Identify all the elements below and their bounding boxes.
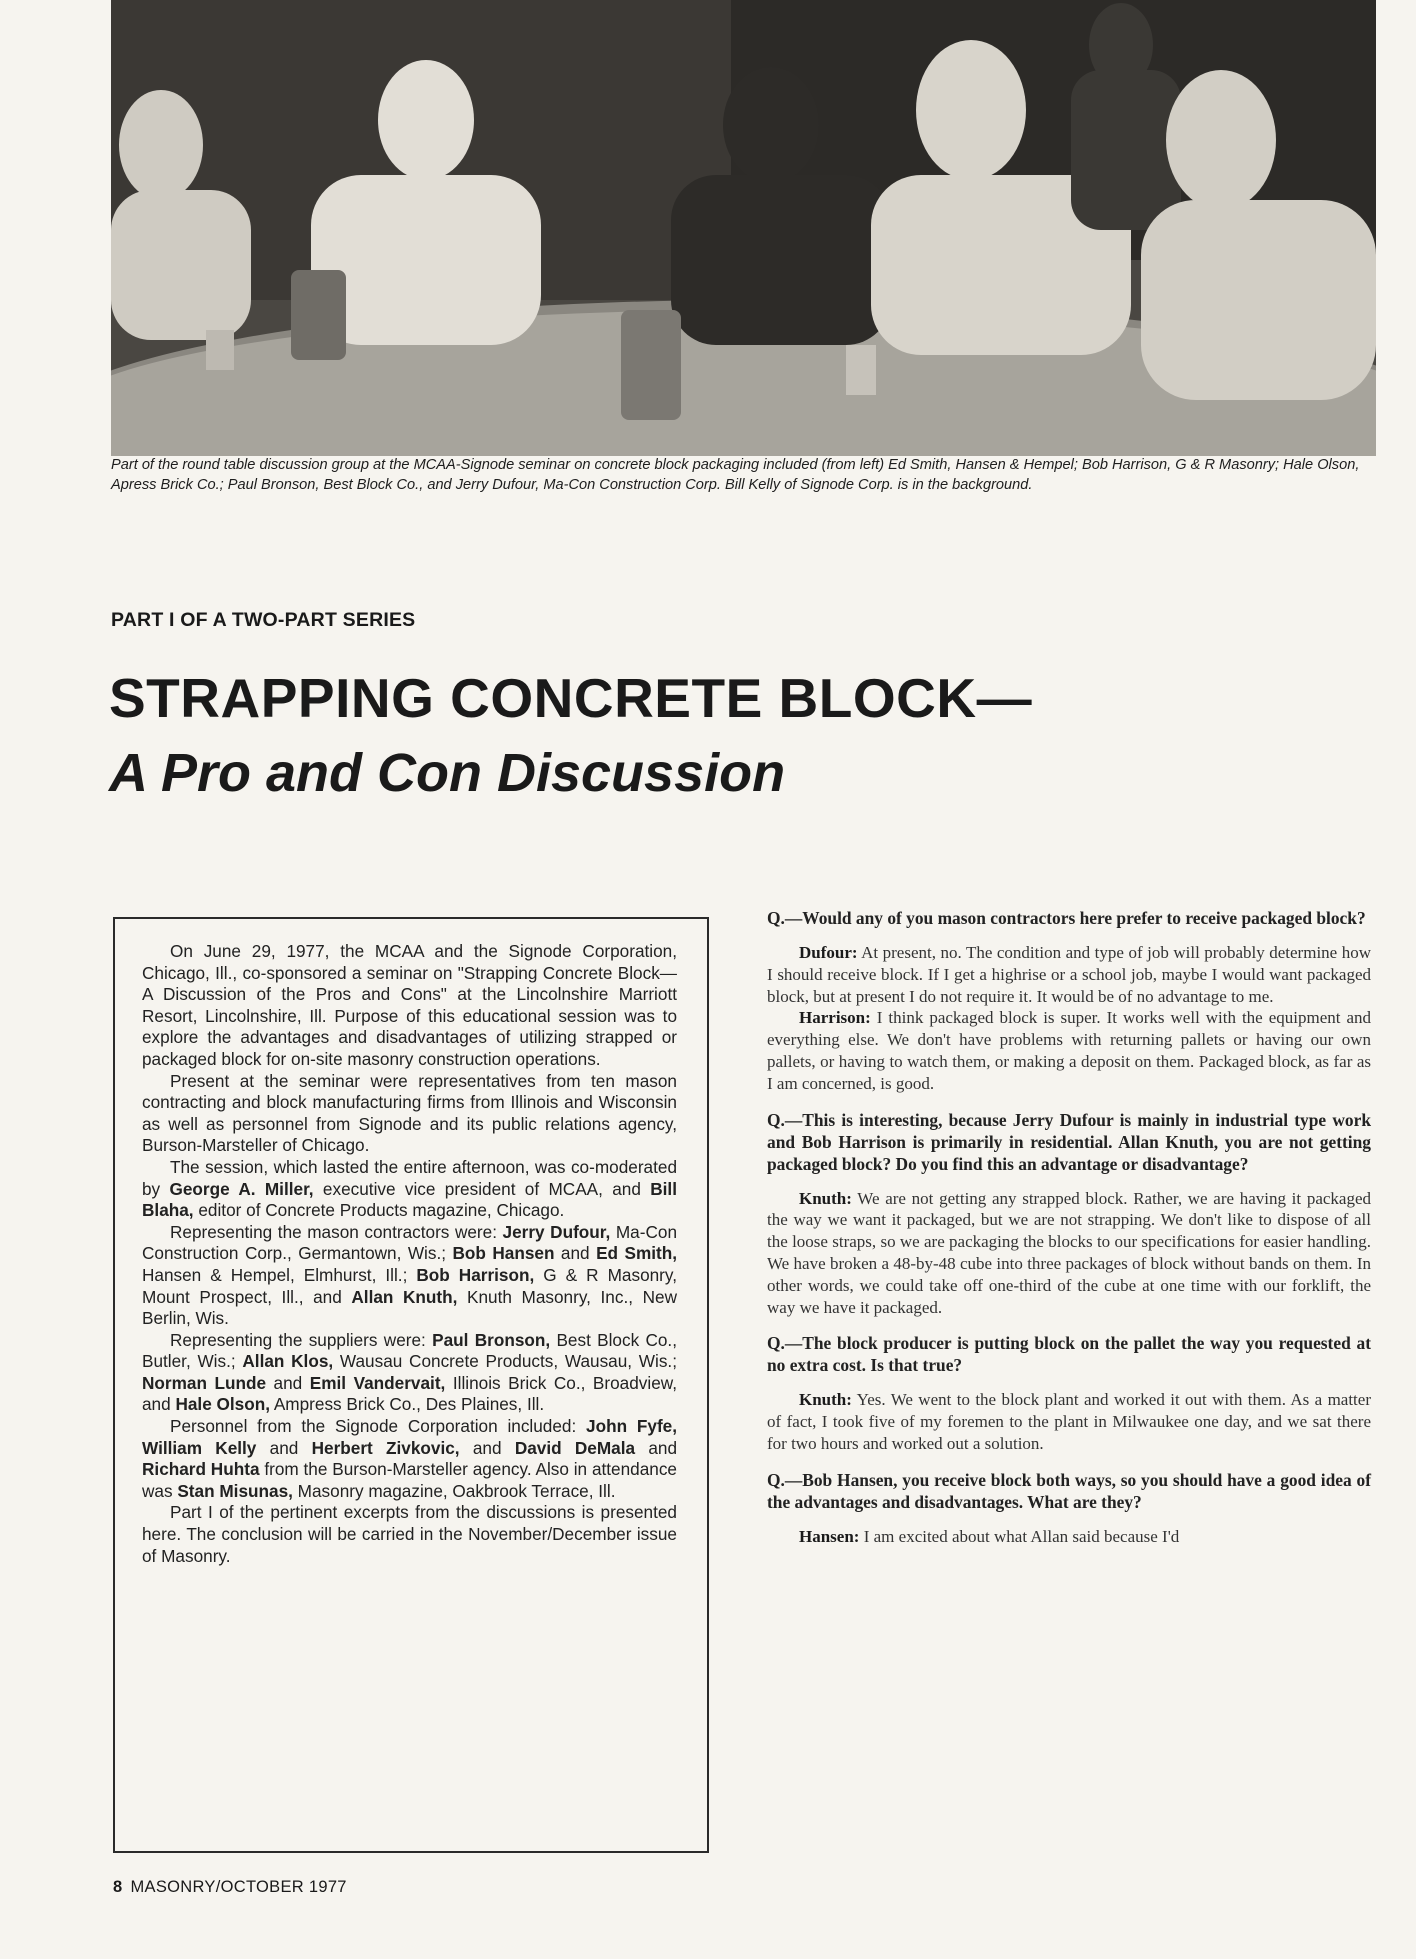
person-name: Stan Misunas, xyxy=(177,1480,293,1501)
speaker-name: Knuth: xyxy=(799,1188,852,1208)
intro-paragraph: Representing the suppliers were: Paul Bronson, Best Block Co., Butler, Wis.; Allan Klos, Wausau Concrete Products, Wausau, Wis.; Norman Lunde and Emil Vandervait, Illinois Brick Co., Broadview, and Hale Olson, Ampress Brick Co., Des Plaines, Ill. xyxy=(142,1329,677,1415)
person-name: Jerry Dufour, xyxy=(502,1221,611,1242)
person-name: Emil Vandervait, xyxy=(309,1372,446,1393)
issue-label: MASONRY/OCTOBER 1977 xyxy=(130,1878,347,1896)
person-name: Richard Huhta xyxy=(142,1459,260,1480)
person-name: Herbert Zivkovic, xyxy=(311,1437,460,1458)
question: Q.—This is interesting, because Jerry Dufour is mainly in industrial type work and Bob Harrison is primarily in residential. Allan Knuth, you are not getting packaged block? Do you find this an advantage or disadvantage? xyxy=(767,1109,1371,1174)
answer: Dufour: At present, no. The condition and type of job will probably determine how I should receive block. If I get a highrise or a school job, maybe I would want packaged block, but at present I do not require it. It would be of no advantage to me. xyxy=(767,943,1371,1006)
intro-paragraph: Present at the seminar were representatives from ten mason contracting and block manufacturing firms from Illinois and Wisconsin as well as personnel from Signode and its public relations agency, Burson-Marsteller of Chicago. xyxy=(142,1070,677,1156)
speaker-name: Harrison: xyxy=(799,1008,871,1028)
article-title: STRAPPING CONCRETE BLOCK— xyxy=(109,667,1033,729)
person-name: Bill Blaha, xyxy=(142,1178,677,1221)
intro-paragraph: Representing the mason contractors were: Jerry Dufour, Ma-Con Construction Corp., Germantown, Wis.; Bob Hansen and Ed Smith, Hansen & Hempel, Elmhurst, Ill.; Bob Harrison, G & R Masonry, Mount Prospect, Ill., and Allan Knuth, Knuth Masonry, Inc., New Berlin, Wis. xyxy=(142,1221,678,1329)
person-name: Allan Knuth, xyxy=(351,1286,458,1307)
speaker-name: Dufour: xyxy=(799,943,858,962)
person-name: Hale Olson, xyxy=(175,1394,271,1415)
person-name: David DeMala xyxy=(514,1437,636,1458)
intro-sidebar xyxy=(113,917,709,1853)
series-label: PART I OF A TWO-PART SERIES xyxy=(111,609,416,631)
person-name: John Fyfe, William Kelly xyxy=(142,1416,677,1458)
page-footer xyxy=(113,1878,347,1897)
page-number: 8 xyxy=(113,1878,123,1896)
photo-caption: Part of the round table discussion group at the MCAA-Signode seminar on concrete block packaging included (from left) Ed Smith, Hansen & Hempel; Bob Harrison, G & R Masonry; Hale Olson, Apress Brick Co.; Paul Bronson, Best Block Co., and Jerry Dufour, Ma-Con Construction Corp. Bill Kelly of Signode Corp. is in the background. xyxy=(111,457,1360,493)
person-name: Norman Lunde xyxy=(142,1372,267,1393)
question: Q.—The block producer is putting block on the pallet the way you requested at no extra cost. Is that true? xyxy=(767,1333,1371,1376)
article-subtitle: A Pro and Con Discussion xyxy=(109,743,786,803)
answer: Hansen: I am excited about what Allan said because I'd xyxy=(799,1526,1180,1546)
person-name: Bob Harrison, xyxy=(416,1264,535,1285)
speaker-name: Knuth: xyxy=(799,1390,852,1410)
person-name: Bob Hansen xyxy=(452,1243,555,1264)
person-name: George A. Miller, xyxy=(169,1178,314,1199)
question: Q.—Would any of you mason contractors here prefer to receive packaged block? xyxy=(767,908,1366,928)
discussion-column xyxy=(767,907,1371,1548)
intro-paragraph: On June 29, 1977, the MCAA and the Signode Corporation, Chicago, Ill., co-sponsored a seminar on "Strapping Concrete Block—A Discussion of the Pros and Cons" at the Lincolnshire Marriott Resort, Lincolnshire, Ill. Purpose of this educational session was to explore the advantages and disadvantages of utilizing strapped or packaged block for on-site masonry construction operations. xyxy=(142,941,677,1069)
intro-paragraph: Personnel from the Signode Corporation included: John Fyfe, William Kelly and Herbert Zivkovic, and David DeMala and Richard Huhta from the Burson-Marsteller agency. Also in attendance was Stan Misunas, Masonry magazine, Oakbrook Terrace, Ill. xyxy=(142,1416,678,1501)
person-name: Ed Smith, xyxy=(596,1243,678,1264)
article-photo xyxy=(111,0,1376,456)
speaker-name: Hansen: xyxy=(799,1526,860,1546)
answer: Knuth: We are not getting any strapped block. Rather, we are having it packaged the way we want it packaged, but we are not strapping. We don't like to dispose of all the loose straps, so we are packaging the blocks to our specifications for easier handling. We have broken a 48-by-48 cube into three packages of block without bands on them. In other words, we could take off one-third of the cube at one time with our forklift, the way we have it packaged. xyxy=(767,1188,1371,1317)
person-name: Allan Klos, xyxy=(242,1351,334,1372)
answer: Harrison: I think packaged block is super. It works well with the equipment and everything else. We don't have problems with returning pallets or having our own pallets, or having to watch them, or making a deposit on them. Packaged block, as far as I am concerned, is good. xyxy=(767,1008,1371,1093)
question: Q.—Bob Hansen, you receive block both ways, so you should have a good idea of the advantages and disadvantages. What are they? xyxy=(767,1469,1371,1512)
person-name: Paul Bronson, xyxy=(432,1329,551,1350)
intro-paragraph: Part I of the pertinent excerpts from the discussions is presented here. The conclusion will be carried in the November/December issue of Masonry. xyxy=(142,1502,677,1566)
answer: Knuth: Yes. We went to the block plant and worked it out with them. As a matter of fact, I took five of my foremen to the plant in Milwaukee one day, and we sat there for two hours and worked out a solution. xyxy=(767,1390,1371,1453)
intro-paragraph: The session, which lasted the entire afternoon, was co-moderated by George A. Miller, executive vice president of MCAA, and Bill Blaha, editor of Concrete Products magazine, Chicago. xyxy=(142,1156,677,1221)
